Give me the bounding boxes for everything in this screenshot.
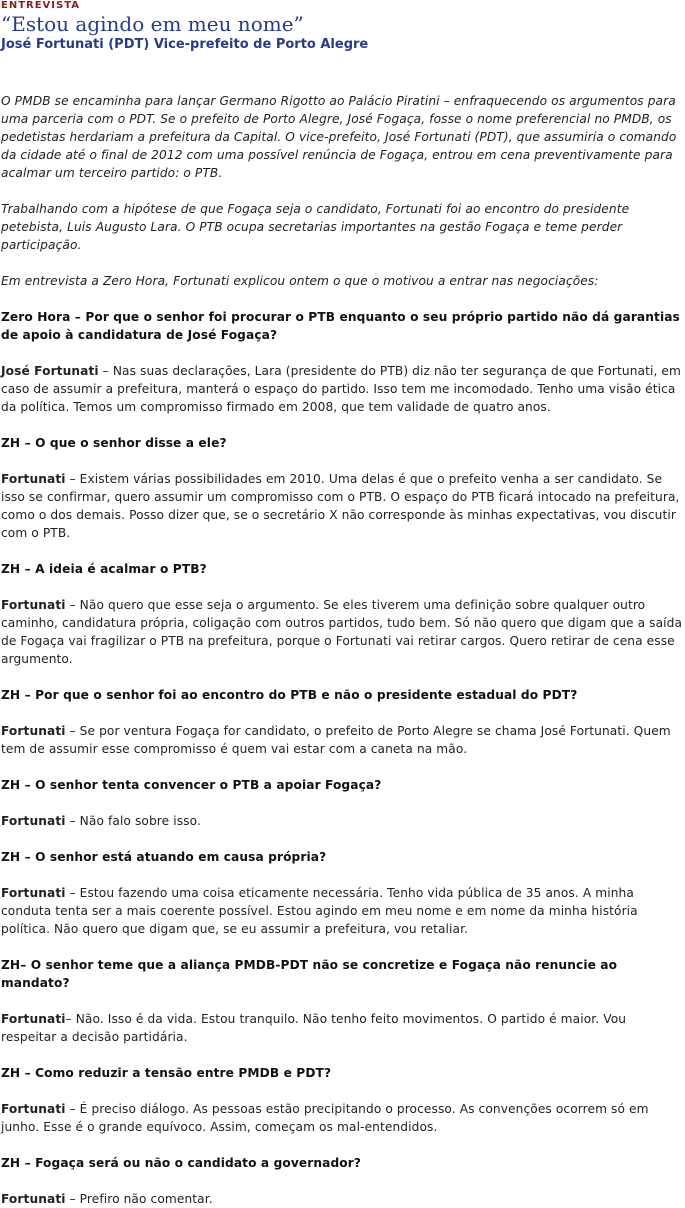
lead-section	[1, 92, 684, 290]
question: ZH – O senhor tenta convencer o PTB a apoiar Fogaça?	[1, 778, 382, 792]
question: ZH – Fogaça será ou não o candidato a governador?	[1, 1156, 362, 1170]
answer-text: – Estou fazendo uma coisa eticamente necessária. Tenho vida pública de 35 anos. A minha conduta tenta ser a mais coerente possível. Estou agindo em meu nome e em nome da minha história política. Não quero que digam que, se eu assumir a prefeitura, vou retaliar.	[1, 886, 638, 936]
subheadline: José Fortunati (PDT) Vice-prefeito de Porto Alegre	[1, 37, 369, 52]
answer	[1, 722, 684, 758]
question: ZH – Como reduzir a tensão entre PMDB e PDT?	[1, 1066, 332, 1080]
answer	[1, 596, 684, 668]
speaker-name: Fortunati	[1, 1102, 66, 1116]
lead-paragraph: Em entrevista a Zero Hora, Fortunati explicou ontem o que o motivou a entrar nas negociações:	[1, 274, 599, 288]
answer	[1, 362, 684, 416]
headline: “Estou agindo em meu nome”	[1, 12, 304, 36]
answer-text: – Se por ventura Fogaça for candidato, o prefeito de Porto Alegre se chama José Fortunati. Quem tem de assumir esse compromisso é quem vai estar com a caneta na mão.	[1, 724, 671, 756]
question: ZH – A ideia é acalmar o PTB?	[1, 562, 207, 576]
question: Zero Hora – Por que o senhor foi procurar o PTB enquanto o seu próprio partido não dá garantias de apoio à candidatura de José Fogaça?	[1, 310, 680, 342]
answer-text: – Nas suas declarações, Lara (presidente do PTB) diz não ter segurança de que Fortunati, em caso de assumir a prefeitura, manterá o espaço do partido. Isso tem me incomodado. Tenho uma visão ética da política. Temos um compromisso firmado em 2008, que tem validade de quatro anos.	[1, 364, 681, 414]
speaker-name: Fortunati	[1, 724, 66, 738]
lead-paragraph: Trabalhando com a hipótese de que Fogaça seja o candidato, Fortunati foi ao encontro do presidente petebista, Luis Augusto Lara. O PTB ocupa secretarias importantes na gestão Fogaça e teme perder participação.	[1, 202, 630, 252]
answer-text: – É preciso diálogo. As pessoas estão precipitando o processo. As convenções ocorrem só em junho. Esse é o grande equívoco. Assim, começam os mal-entendidos.	[1, 1102, 649, 1134]
answer-text: – Não. Isso é da vida. Estou tranquilo. Não tenho feito movimentos. O partido é maior. Vou respeitar a decisão partidária.	[1, 1012, 627, 1044]
question: ZH– O senhor teme que a aliança PMDB-PDT não se concretize e Fogaça não renuncie ao mandato?	[1, 958, 618, 990]
speaker-name: Fortunati	[1, 472, 66, 486]
question: ZH – O que o senhor disse a ele?	[1, 436, 227, 450]
answer	[1, 1100, 684, 1136]
interview-qa	[1, 308, 684, 1208]
question: ZH – O senhor está atuando em causa própria?	[1, 850, 327, 864]
speaker-name: Fortunati	[1, 1012, 66, 1026]
lead-paragraph: O PMDB se encaminha para lançar Germano Rigotto ao Palácio Piratini – enfraquecendo os argumentos para uma parceria com o PDT. Se o prefeito de Porto Alegre, José Fogaça, fosse o nome preferencial no PMDB, os pedetistas herdariam a prefeitura da Capital. O vice-prefeito, José Fortunati (PDT), que assumiria o comando da cidade até o final de 2012 com uma possível renúncia de Fogaça, entrou em cena preventivamente para acalmar um terceiro partido: o PTB.	[1, 94, 677, 180]
answer	[1, 812, 684, 830]
answer-text: – Não falo sobre isso.	[65, 814, 201, 828]
question: ZH – Por que o senhor foi ao encontro do PTB e não o presidente estadual do PDT?	[1, 688, 578, 702]
speaker-name: José Fortunati	[1, 364, 99, 378]
answer	[1, 470, 684, 542]
answer-text: – Prefiro não comentar.	[65, 1192, 213, 1206]
section-kicker: ENTREVISTA	[1, 0, 80, 11]
answer	[1, 1190, 684, 1208]
answer-text: – Existem várias possibilidades em 2010. Uma delas é que o prefeito venha a ser candidato. Se isso se confirmar, quero assumir um compromisso com o PTB. O espaço do PTB ficará intocado na prefeitura, como o dos demais. Posso dizer que, se o secretário X não corresponde às minhas expectativas, vou discutir com o PTB.	[1, 472, 680, 540]
answer	[1, 884, 684, 938]
answer-text: – Não quero que esse seja o argumento. Se eles tiverem uma definição sobre qualquer outro caminho, candidatura própria, coligação com outros partidos, tudo bem. Só não quero que digam que a saída de Fogaça vai fragilizar o PTB na prefeitura, porque o Fortunati vai retirar cargos. Quero retirar de cena esse argumento.	[1, 598, 683, 666]
speaker-name: Fortunati	[1, 814, 66, 828]
speaker-name: Fortunati	[1, 1192, 66, 1206]
speaker-name: Fortunati	[1, 598, 66, 612]
answer	[1, 1010, 684, 1046]
speaker-name: Fortunati	[1, 886, 66, 900]
